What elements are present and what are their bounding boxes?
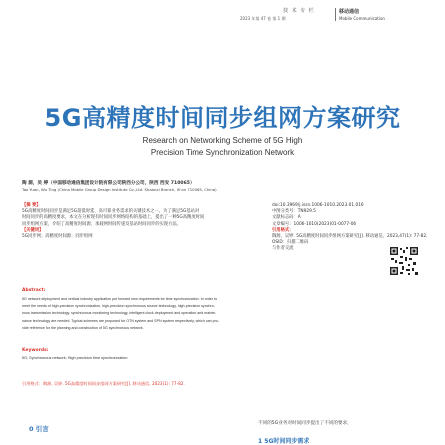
section-heading-1: 1 5G时间同步需求	[258, 438, 310, 445]
affiliation: Tao Yuan, Wu Ting (China Mobile Group Design Institute Co.,Ltd. Shaanxi Branch, Xi'an 710065, China)	[22, 187, 217, 192]
left-line: 5G高精度时间同步是满足5G超低时延、高可靠业务需求的关键技术之一。为了满足5G基站对	[22, 209, 200, 215]
paper-title: 5G高精度时间同步组网方案研究	[44, 104, 401, 132]
section-heading-intro: 0 引言	[29, 425, 49, 433]
right-line: 引用格式：	[272, 227, 294, 233]
abstract-line: meet the needs of high-precision synchronization, high-precision synchronous source technology, high-precision synchro-	[22, 304, 215, 309]
left-column	[22, 203, 267, 240]
abstract-heading: Abstract:	[22, 288, 46, 293]
right-column	[272, 203, 428, 253]
right-line: 文献标志码：A	[272, 215, 301, 221]
right-line: OSID：扫描二维码	[272, 240, 309, 246]
authors: 陶 源，吴 婷（中国移动通信集团设计院有限公司陕西分公司，陕西 西安 710065）	[22, 181, 195, 186]
keywords: 5G; Synchronous network; High precision time synchronization	[22, 356, 128, 360]
qr-code-icon[interactable]	[389, 246, 419, 276]
left-line: 【关键词】	[22, 227, 44, 233]
left-line: 【摘 要】	[22, 203, 41, 208]
right-line: doi:10.3969/j.issn.1006-1010.2023.01.016	[272, 203, 364, 208]
masthead-divider	[335, 8, 336, 21]
abstract-line: nance technology are needed. Typical schemes are proposed for OTN system and SPN system respectively, which can pro-	[22, 318, 220, 323]
keywords-heading: Keywords:	[22, 348, 49, 353]
journal-masthead	[238, 7, 418, 47]
right-line: 陶源，吴婷. 5G高精度时间同步组网方案研究[J]. 移动通信，2023,47(1): 77-82.	[272, 234, 428, 240]
journal-name: 移动通信	[339, 9, 360, 15]
abstract-line: vide reference for the planning and construction of 5G synchronous network.	[22, 325, 144, 330]
journal-name-en: Mobile Communication	[339, 16, 385, 21]
paper-title-en-line2: Precision Time Synchronization Network	[150, 148, 295, 157]
abstract-body	[22, 296, 422, 332]
paper-title-en-line1: Research on Networking Scheme of 5G High	[142, 136, 303, 145]
abstract-line: 5G network deployment and vertical industry application put forward new requirements for time synchronization. In order to	[22, 297, 217, 301]
right-line: 与作者交流	[272, 246, 294, 252]
left-line: 5G同步网；高精度时间源；同步组网	[22, 234, 93, 240]
right-intro-text: 不同的5G业务对时间同步提出了不同的要求，	[258, 421, 352, 426]
left-line: 同步组网方案，介绍了高精度时间源、承载网时间传递及基站时间同步的实现方法。	[22, 221, 181, 227]
right-line: 文章编号：1006-1010(2023)01-0077-06	[272, 221, 357, 227]
right-line: 中图分类号：TN929.5	[272, 209, 316, 215]
abstract-line: nous transmission technology, synchronous monitoring technology, intelligent clock deployment and operation and mainte-	[22, 311, 217, 316]
issue-line: 2023 年第 47 卷 第 1 期	[240, 16, 286, 21]
section-label: 技 术 专 栏	[283, 8, 315, 14]
left-line: 时间同步的高精度要求，本文在分析现有时间同步网络结构的基础上，提出了一种5G高精度时间	[22, 215, 205, 221]
citation-line: 引用格式：陶源, 吴婷. 5G高精度时间同步组网方案研究[J]. 移动通信, 2023(1): 77-82.	[22, 381, 185, 386]
